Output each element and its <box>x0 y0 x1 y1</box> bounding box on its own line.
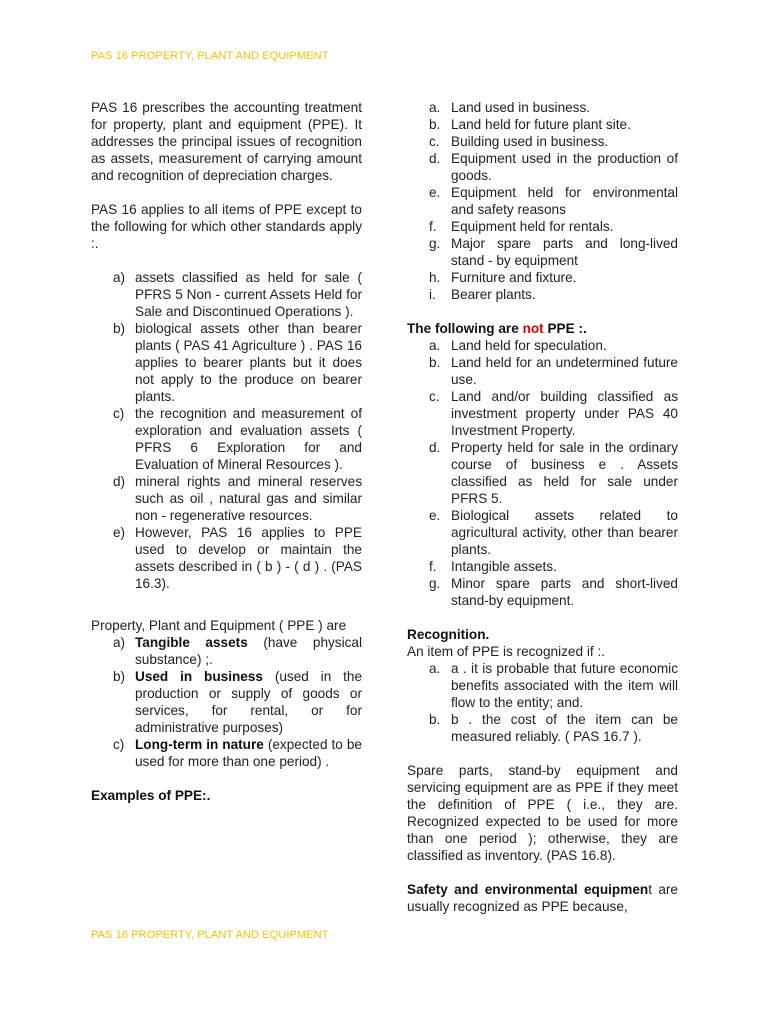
list-item: g. Major spare parts and long-lived stand - by equipment <box>429 236 678 268</box>
list-item: e. Equipment held for environmental and safety reasons <box>429 185 678 217</box>
list-item: e) However, PAS 16 applies to PPE used to develop or maintain the assets described in ( b ) - ( d ) . (PAS 16.3). <box>113 525 362 591</box>
exceptions-list <box>91 269 362 592</box>
list-item: c) Long-term in nature (expected to be used for more than one period) . <box>113 737 362 769</box>
list-item: g. Minor spare parts and short-lived stand-by equipment. <box>429 576 678 608</box>
list-item: a) Tangible assets (have physical substance) ;. <box>113 635 362 667</box>
list-item: c) the recognition and measurement of exploration and evaluation assets ( PFRS 6 Exploration for and Evaluation of Mineral Resources ). <box>113 406 362 472</box>
list-item: f. Intangible assets. <box>429 559 557 574</box>
list-item: b. b . the cost of the item can be measured reliably. ( PAS 16.7 ). <box>429 712 678 744</box>
list-item: d. Equipment used in the production of goods. <box>429 151 678 183</box>
list-item: b. Land held for an undetermined future use. <box>429 355 678 387</box>
list-item: e. Biological assets related to agricultural activity, other than bearer plants. <box>429 508 678 557</box>
list-item: a) assets classified as held for sale ( PFRS 5 Non - current Assets Held for Sale and Discontinued Operations ). <box>113 270 362 319</box>
list-item: b) Used in business (used in the production or supply of goods or services, for rental, or for administrative purposes) <box>113 669 363 735</box>
list-item: i. Bearer plants. <box>429 287 536 302</box>
left-column <box>91 99 362 804</box>
recognition-list <box>407 660 678 745</box>
list-item: c. Land and/or building classified as investment property under PAS 40 Investment Property. <box>429 389 678 438</box>
list-item: a. Land held for speculation. <box>429 338 607 353</box>
safety-paragraph: Safety and environmental equipment are usually recognized as PPE because, <box>407 882 678 914</box>
list-item: a. a . it is probable that future economic benefits associated with the item will flow to the entity; and. <box>429 661 678 710</box>
recognition-heading: Recognition. <box>407 627 490 642</box>
right-column <box>407 99 678 915</box>
not-ppe-list <box>407 337 678 609</box>
ppe-are-paragraph: Property, Plant and Equipment ( PPE ) are <box>91 618 347 633</box>
page-header: PAS 16 PROPERTY, PLANT AND EQUIPMENT <box>91 50 329 62</box>
list-item: d) mineral rights and mineral reserves such as oil , natural gas and similar non - regenerative resources. <box>113 474 362 523</box>
not-ppe-heading: The following are not PPE :. <box>407 321 587 336</box>
page-footer: PAS 16 PROPERTY, PLANT AND EQUIPMENT <box>91 929 329 941</box>
list-item: b. Land held for future plant site. <box>429 117 631 132</box>
list-item: c. Building used in business. <box>429 134 609 149</box>
applies-paragraph: PAS 16 applies to all items of PPE except to the following for which other standards apply :. <box>91 202 362 251</box>
intro-paragraph: PAS 16 prescribes the accounting treatment for property, plant and equipment (PPE). It addresses the principal issues of recognition as assets, measurement of carrying amount and recognition of depreciation charges. <box>91 100 362 183</box>
list-item: f. Equipment held for rentals. <box>429 219 614 234</box>
spare-parts-paragraph: Spare parts, stand-by equipment and servicing equipment are as PPE if they meet the definition of PPE ( i.e., they are. Recognized expected to be used for more than one period ); otherwise, they are classified as inventory. (PAS 16.8). <box>407 763 678 863</box>
characteristics-list <box>91 634 362 770</box>
list-item: d. Property held for sale in the ordinary course of business e . Assets classified as held for sale under PFRS 5. <box>429 440 678 506</box>
examples-heading: Examples of PPE:. <box>91 788 211 803</box>
list-item: b) biological assets other than bearer plants ( PAS 41 Agriculture ) . PAS 16 applies to bearer plants but it does not apply to the produce on bearer plants. <box>113 321 362 404</box>
examples-list <box>407 99 678 303</box>
list-item: a. Land used in business. <box>429 100 591 115</box>
recognition-intro: An item of PPE is recognized if :. <box>407 644 605 659</box>
list-item: h. Furniture and fixture. <box>429 270 577 285</box>
